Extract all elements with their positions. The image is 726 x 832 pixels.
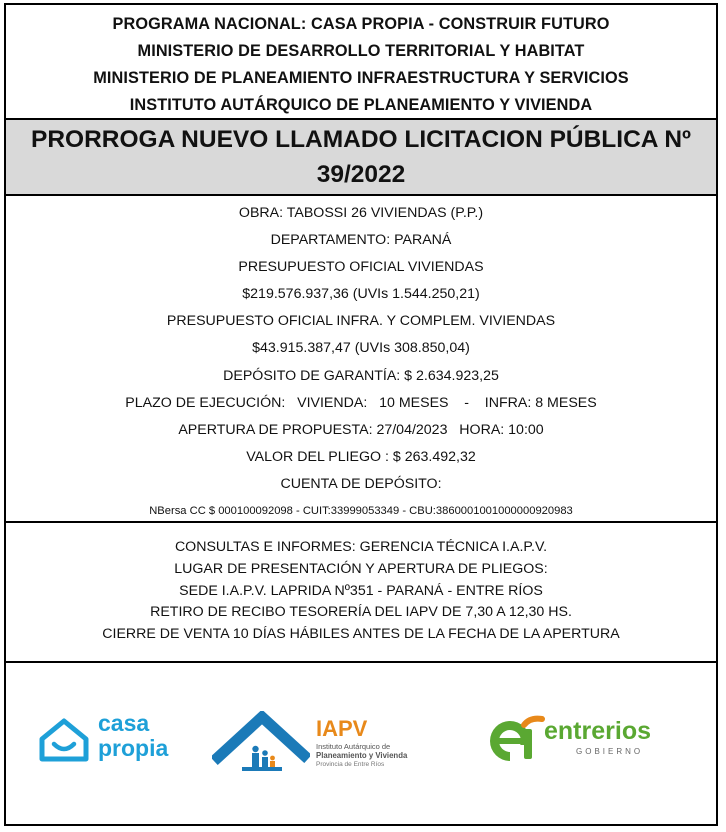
iapv-subtitle-1: Instituto Autárquico de: [316, 742, 391, 751]
detail-valor-pliego: VALOR DEL PLIEGO : $ 263.492,32: [246, 448, 476, 465]
entre-rios-word-rios: rios: [605, 717, 651, 745]
iapv-logo: [212, 711, 442, 775]
casa-propia-word-casa: casa: [98, 710, 150, 736]
house-family-icon: [212, 711, 310, 775]
iapv-name: IAPV: [316, 716, 368, 741]
consultas-line-cierre: CIERRE DE VENTA 10 DÍAS HÁBILES ANTES DE LA FECHA DE LA APERTURA: [102, 626, 620, 643]
detail-plazo-ejecucion: PLAZO DE EJECUCIÓN: VIVIENDA: 10 MESES - INFRA: 8 MESES: [125, 394, 597, 411]
entre-rios-word-entre: entre: [544, 717, 606, 745]
header-line-instituto: INSTITUTO AUTÁRQUICO DE PLANEAMIENTO Y VIVIENDA: [129, 96, 593, 114]
details-section: [6, 196, 716, 523]
header-section: [6, 5, 716, 118]
consultas-line-retiro: RETIRO DE RECIBO TESORERÍA DEL IAPV DE 7,30 A 12,30 HS.: [150, 604, 572, 621]
iapv-subtitle-2: Planeamiento y Vivienda: [316, 751, 408, 760]
title-line-1: PRORROGA NUEVO LLAMADO LICITACION PÚBLICA Nº: [31, 126, 691, 153]
er-monogram-icon: [484, 711, 548, 767]
entre-rios-gobierno: GOBIERNO: [576, 747, 644, 756]
house-smile-icon: [38, 717, 90, 763]
consultas-line-sede: SEDE I.A.P.V. LAPRIDA Nº351 - PARANÁ - ENTRE RÍOS: [179, 582, 543, 599]
header-line-programa: PROGRAMA NACIONAL: CASA PROPIA - CONSTRUIR FUTURO: [112, 15, 610, 33]
casa-propia-logo: [38, 711, 188, 771]
title-line-2: 39/2022: [316, 161, 406, 188]
iapv-subtitle-3: Provincia de Entre Ríos: [316, 761, 385, 768]
consultas-line-lugar: LUGAR DE PRESENTACIÓN Y APERTURA DE PLIEGOS:: [174, 560, 548, 577]
header-line-ministerio-planeamiento: MINISTERIO DE PLANEAMIENTO INFRAESTRUCTURA Y SERVICIOS: [93, 69, 629, 87]
casa-propia-word-propia: propia: [98, 735, 169, 761]
detail-obra: OBRA: TABOSSI 26 VIVIENDAS (P.P.): [238, 205, 484, 221]
detail-departamento: DEPARTAMENTO: PARANÁ: [270, 232, 452, 249]
entre-rios-wordmark: [544, 717, 651, 745]
consultas-line-informes: CONSULTAS E INFORMES: GERENCIA TÉCNICA I.A.P.V.: [174, 539, 548, 555]
detail-cuenta-label: CUENTA DE DEPÓSITO:: [280, 475, 442, 492]
detail-presupuesto-viviendas-label: PRESUPUESTO OFICIAL VIVIENDAS: [238, 259, 484, 276]
detail-presupuesto-infra-label: PRESUPUESTO OFICIAL INFRA. Y COMPLEM. VIVIENDAS: [166, 313, 556, 330]
detail-cuenta-value: NBersa CC $ 000100092098 - CUIT:33999053349 - CBU:3860001001000000920983: [149, 505, 573, 518]
title-section: [6, 118, 716, 196]
logos-section: [6, 663, 716, 824]
notice-frame: [4, 3, 718, 826]
header-line-ministerio-desarrollo: MINISTERIO DE DESARROLLO TERRITORIAL Y HABITAT: [137, 42, 585, 60]
entre-rios-logo: [484, 709, 684, 769]
detail-presupuesto-viviendas-value: $219.576.937,36 (UVIs 1.544.250,21): [242, 286, 480, 303]
detail-presupuesto-infra-value: $43.915.387,47 (UVIs 308.850,04): [252, 340, 470, 357]
detail-deposito-garantia: DEPÓSITO DE GARANTÍA: $ 2.634.923,25: [223, 367, 499, 384]
consultas-section: [6, 523, 716, 663]
detail-apertura: APERTURA DE PROPUESTA: 27/04/2023 HORA: 10:00: [178, 421, 544, 438]
